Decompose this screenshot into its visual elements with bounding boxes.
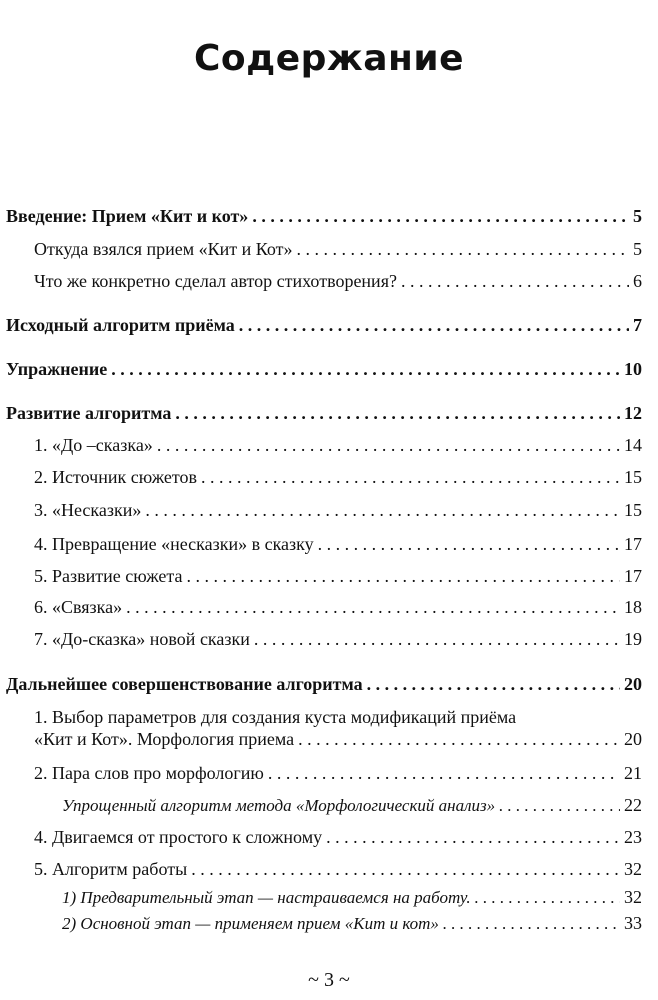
toc-entry-title: 4. Превращение «несказки» в сказку (34, 534, 314, 554)
toc-leader-dots (145, 499, 620, 521)
toc-entry-title: 1) Предварительный этап — настраиваемся на работу. (62, 888, 471, 907)
toc-leader-dots (475, 887, 620, 909)
toc-leader-dots (201, 466, 620, 488)
toc-entry-page: 32 (624, 859, 642, 879)
toc-entry-page: 10 (624, 359, 642, 379)
toc-leader-dots (157, 434, 620, 456)
toc-entry-title: 2. Источник сюжетов (34, 467, 198, 487)
toc-entry-title: 2. Пара слов про морфологию (34, 763, 264, 783)
toc-entry-page: 12 (624, 403, 642, 423)
toc-leader-dots (326, 826, 620, 848)
toc-leader-dots (443, 913, 620, 935)
toc-entry-title: Исходный алгоритм приёма (6, 315, 235, 335)
toc-entry-pre-tale[interactable] (34, 434, 642, 456)
toc-entry-introduction[interactable] (6, 205, 642, 227)
page-number-footer: ~ 3 ~ (308, 969, 350, 991)
toc-entry-page: 20 (624, 674, 642, 694)
toc-entry-page: 15 (624, 467, 642, 487)
toc-entry-page: 23 (624, 827, 642, 847)
toc-entry-page: 20 (624, 729, 642, 749)
toc-entry-author[interactable] (34, 270, 642, 292)
toc-entry-exercise[interactable] (6, 358, 642, 380)
toc-entry-page: 7 (633, 315, 642, 335)
toc-entry-main-stage[interactable] (62, 912, 642, 935)
toc-entry-title: Упражнение (6, 359, 108, 379)
toc-leader-dots (268, 762, 620, 784)
toc-entry-title: Что же конкретно сделал автор стихотворения? (34, 271, 397, 291)
toc-entry-title: 7. «До-сказка» новой сказки (34, 629, 250, 649)
toc-entry-title: 3. «Несказки» (34, 500, 142, 520)
toc-entry-title: Введение: Прием «Кит и кот» (6, 206, 249, 226)
toc-entry-page: 17 (624, 566, 642, 586)
toc-entry-page: 5 (633, 239, 642, 259)
toc-entry-page: 18 (624, 597, 642, 617)
toc-entry-transformation[interactable] (34, 533, 642, 555)
toc-entry-link[interactable] (34, 596, 642, 618)
toc-leader-dots (401, 270, 629, 292)
toc-entry-plot-source[interactable] (34, 466, 642, 488)
toc-entry-origin[interactable] (34, 238, 642, 260)
toc-leader-dots (175, 402, 620, 424)
toc-entry-page: 33 (624, 913, 642, 933)
toc-entry-title: Развитие алгоритма (6, 403, 172, 423)
toc-entry-new-pre-tale[interactable] (34, 628, 642, 650)
toc-leader-dots (191, 858, 620, 880)
toc-entry-title: 4. Двигаемся от простого к сложному (34, 827, 323, 847)
toc-leader-dots (297, 238, 629, 260)
toc-entry-title: 1. Выбор параметров для создания куста модификаций приёма (34, 707, 517, 727)
toc-entry-page: 21 (624, 763, 642, 783)
toc-entry-page: 32 (624, 887, 642, 907)
toc-leader-dots (298, 728, 620, 750)
toc-entry-page: 14 (624, 435, 642, 455)
toc-leader-dots (126, 596, 620, 618)
toc-entry-title-continued: «Кит и Кот». Морфология приема (34, 729, 295, 749)
toc-leader-dots (254, 628, 620, 650)
toc-leader-dots (252, 205, 629, 227)
toc-entry-page: 6 (633, 271, 642, 291)
toc-leader-dots (367, 673, 620, 695)
toc-entry-page: 15 (624, 500, 642, 520)
toc-entry-simplified-algorithm[interactable] (62, 794, 642, 817)
toc-entry-development[interactable] (6, 402, 642, 424)
toc-leader-dots (186, 565, 620, 587)
toc-entry-morphology[interactable] (34, 762, 642, 784)
toc-entry-title: 5. Развитие сюжета (34, 566, 183, 586)
toc-entry-parameter-selection[interactable] (34, 706, 642, 750)
toc-entry-further-improvement[interactable] (6, 673, 642, 695)
toc-entry-work-algorithm[interactable] (34, 858, 642, 880)
toc-leader-dots (239, 314, 629, 336)
toc-entry-page: 19 (624, 629, 642, 649)
toc-entry-plot-development[interactable] (34, 565, 642, 587)
toc-entry-page: 22 (624, 795, 642, 815)
toc-entry-page: 5 (633, 206, 642, 226)
toc-entry-title: Откуда взялся прием «Кит и Кот» (34, 239, 293, 259)
toc-entry-title: 1. «До –сказка» (34, 435, 153, 455)
toc-leader-dots (499, 795, 620, 817)
toc-entry-base-algorithm[interactable] (6, 314, 642, 336)
toc-entry-preliminary-stage[interactable] (62, 886, 642, 909)
toc-entry-title: Дальнейшее совершенствование алгоритма (6, 674, 363, 694)
toc-leader-dots (111, 358, 620, 380)
toc-entry-simple-to-complex[interactable] (34, 826, 642, 848)
toc-entry-page: 17 (624, 534, 642, 554)
toc-entry-title: 2) Основной этап — применяем прием «Кит и кот» (62, 914, 439, 933)
toc-entry-title: Упрощенный алгоритм метода «Морфологический анализ» (62, 796, 496, 815)
toc-leader-dots (318, 533, 620, 555)
toc-entry-non-tales[interactable] (34, 499, 642, 521)
page-title: Содержание (193, 38, 465, 79)
toc-entry-title: 6. «Связка» (34, 597, 123, 617)
toc-entry-title: 5. Алгоритм работы (34, 859, 188, 879)
